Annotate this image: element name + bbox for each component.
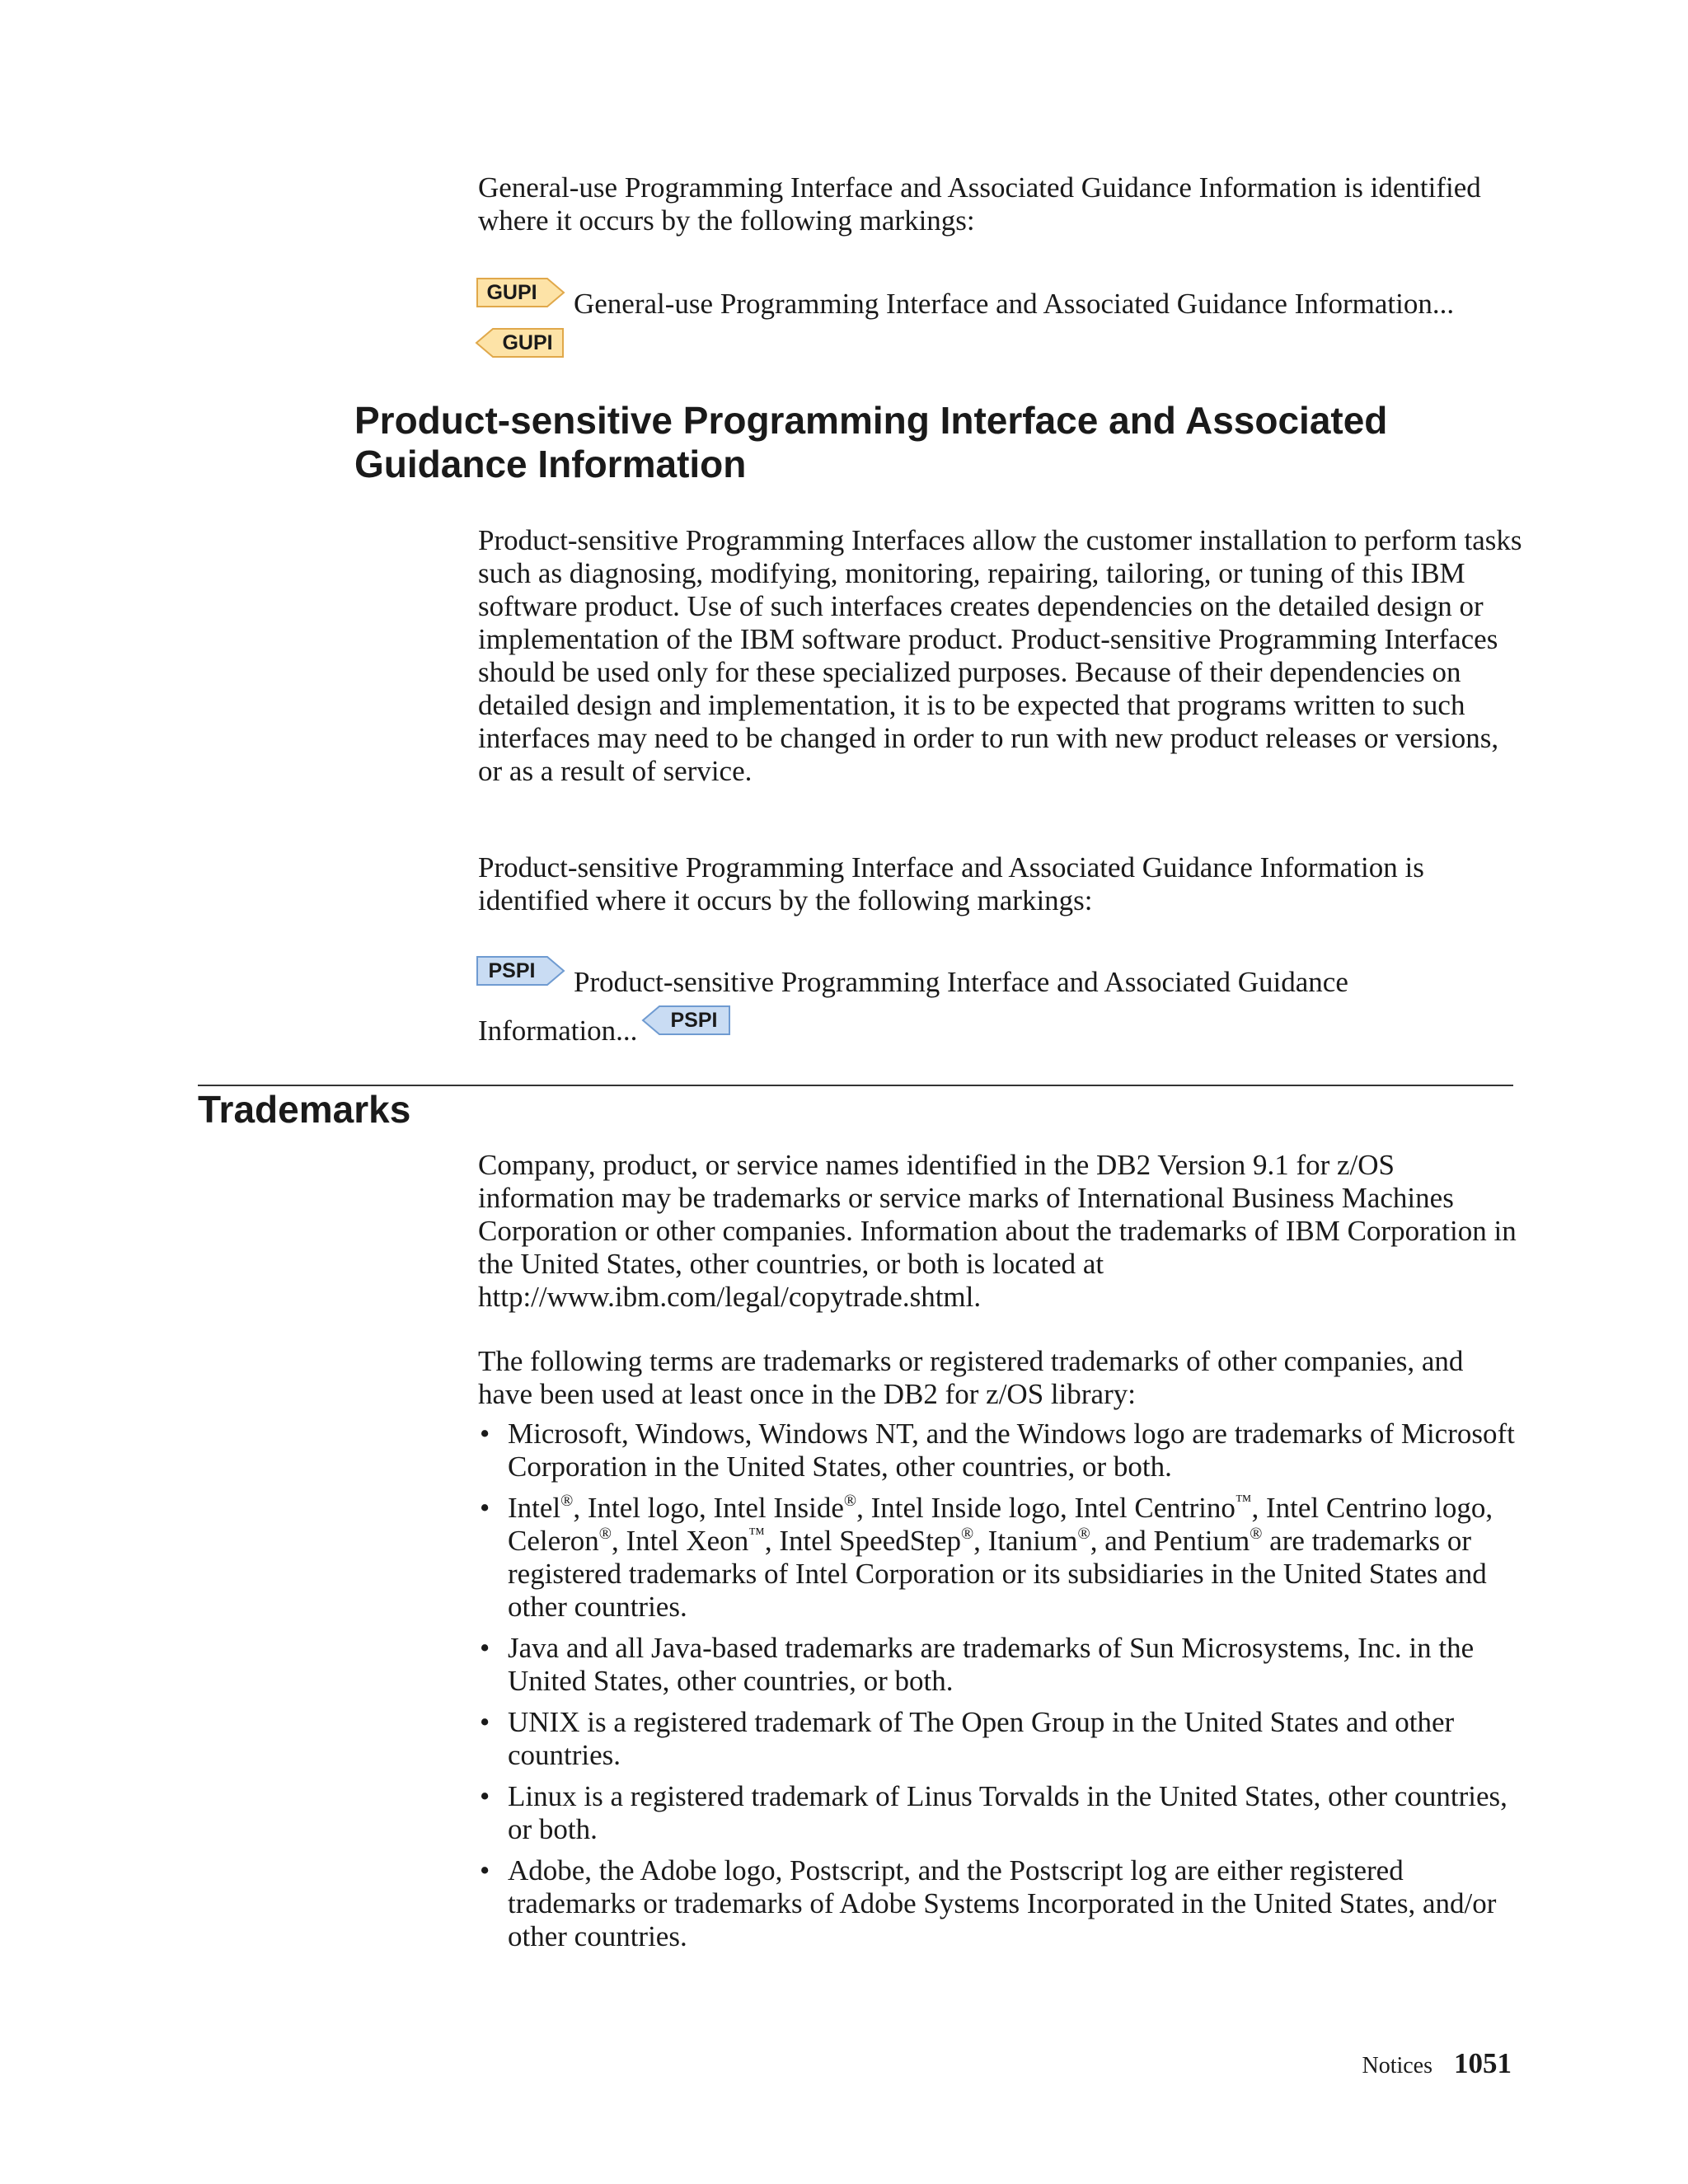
pspi-paragraph-1: Product-sensitive Programming Interfaces allow the customer installation to perform tasks such as diagnosing, modifying, monitoring, repairing, tailoring, or tuning of this IBM software product. Use of such interfaces creates dependencies on the detailed design or implementation of the IBM software product. Product-sensitive Programming Interfaces should be used only for these specialized purposes. Because of their dependencies on detailed design and implementation, it is to be expected that programs written to such interfaces may need to be changed in order to run with new product releases or versions, or as a result of service. <box>478 524 1522 787</box>
pspi-start-tag <box>476 956 567 986</box>
list-item-adobe <box>478 1854 1525 1953</box>
pspi-heading: Product-sensitive Programming Interface and Associated Guidance Information <box>354 399 1388 485</box>
gupi-start-tag-label: GUPI <box>486 281 537 304</box>
bullet-marker: • <box>480 1492 490 1524</box>
gupi-end-tag-label: GUPI <box>502 331 553 354</box>
bullet-marker: • <box>480 1418 490 1450</box>
section-divider <box>198 1085 1513 1086</box>
list-item-unix <box>478 1706 1525 1772</box>
list-item-text: Java and all Java-based trademarks are trademarks of Sun Microsystems, Inc. in the United States, other countries, or both. <box>508 1632 1475 1697</box>
bullet-marker: • <box>480 1854 490 1886</box>
pspi-start-tag-label: PSPI <box>488 959 536 982</box>
page-footer <box>1362 2047 1512 2080</box>
trademarks-paragraph-2: The following terms are trademarks or registered trademarks of other companies, and have been used at least once in the DB2 for z/OS library: <box>478 1345 1464 1410</box>
list-item-text: Linux is a registered trademark of Linus Torvalds in the United States, other countries, or both. <box>508 1780 1507 1845</box>
list-item-text: UNIX is a registered trademark of The Open Group in the United States and other countries. <box>508 1706 1455 1771</box>
trademarks-paragraph-1: Company, product, or service names identified in the DB2 Version 9.1 for z/OS information may be trademarks or service marks of International Business Machines Corporation or other companies. Information about the trademarks of IBM Corporation in the United States, other countries, or both is located at http://www.ibm.com/legal/copytrade.shtml. <box>478 1149 1517 1313</box>
trademarks-list <box>478 1418 1525 1961</box>
gupi-start-tag <box>476 278 567 307</box>
gupi-end-tag <box>475 328 565 358</box>
pspi-marker-text-line2: Information... <box>478 1015 638 1047</box>
list-item-linux <box>478 1780 1525 1846</box>
gupi-marker-text: General-use Programming Interface and Associated Guidance Information... <box>574 288 1455 320</box>
list-item-java <box>478 1632 1525 1698</box>
bullet-marker: • <box>480 1632 490 1664</box>
gupi-intro-paragraph: General-use Programming Interface and Associated Guidance Information is identified where it occurs by the following markings: <box>478 171 1481 237</box>
page-number: 1051 <box>1454 2047 1512 2079</box>
list-item-intel <box>478 1492 1525 1624</box>
footer-section-name: Notices <box>1362 2053 1432 2079</box>
bullet-marker: • <box>480 1706 490 1738</box>
pspi-paragraph-2: Product-sensitive Programming Interface and Associated Guidance Information is identified where it occurs by the following markings: <box>478 851 1424 916</box>
list-item-text: Adobe, the Adobe logo, Postscript, and the Postscript log are either registered trademarks or trademarks of Adobe Systems Incorporated in the United States, and/or other countries. <box>508 1854 1497 1952</box>
pspi-marker-text-line1: Product-sensitive Programming Interface and Associated Guidance <box>574 966 1348 998</box>
list-item-text: Intel®, Intel logo, Intel Inside®, Intel Inside logo, Intel Centrino™, Intel Centrino logo, Celeron®, Intel Xeon™, Intel SpeedStep®, Itanium®, and Pentium® are trademarks or registered trademarks of Intel Corporation or its subsidiaries in the United States and other countries. <box>508 1492 1493 1623</box>
pspi-end-tag-label: PSPI <box>670 1009 718 1032</box>
bullet-marker: • <box>480 1780 490 1812</box>
trademarks-heading: Trademarks <box>198 1088 411 1131</box>
list-item-text: Microsoft, Windows, Windows NT, and the Windows logo are trademarks of Microsoft Corporation in the United States, other countries, or both. <box>508 1418 1515 1483</box>
pspi-end-tag <box>641 1005 732 1035</box>
list-item-microsoft <box>478 1418 1525 1483</box>
